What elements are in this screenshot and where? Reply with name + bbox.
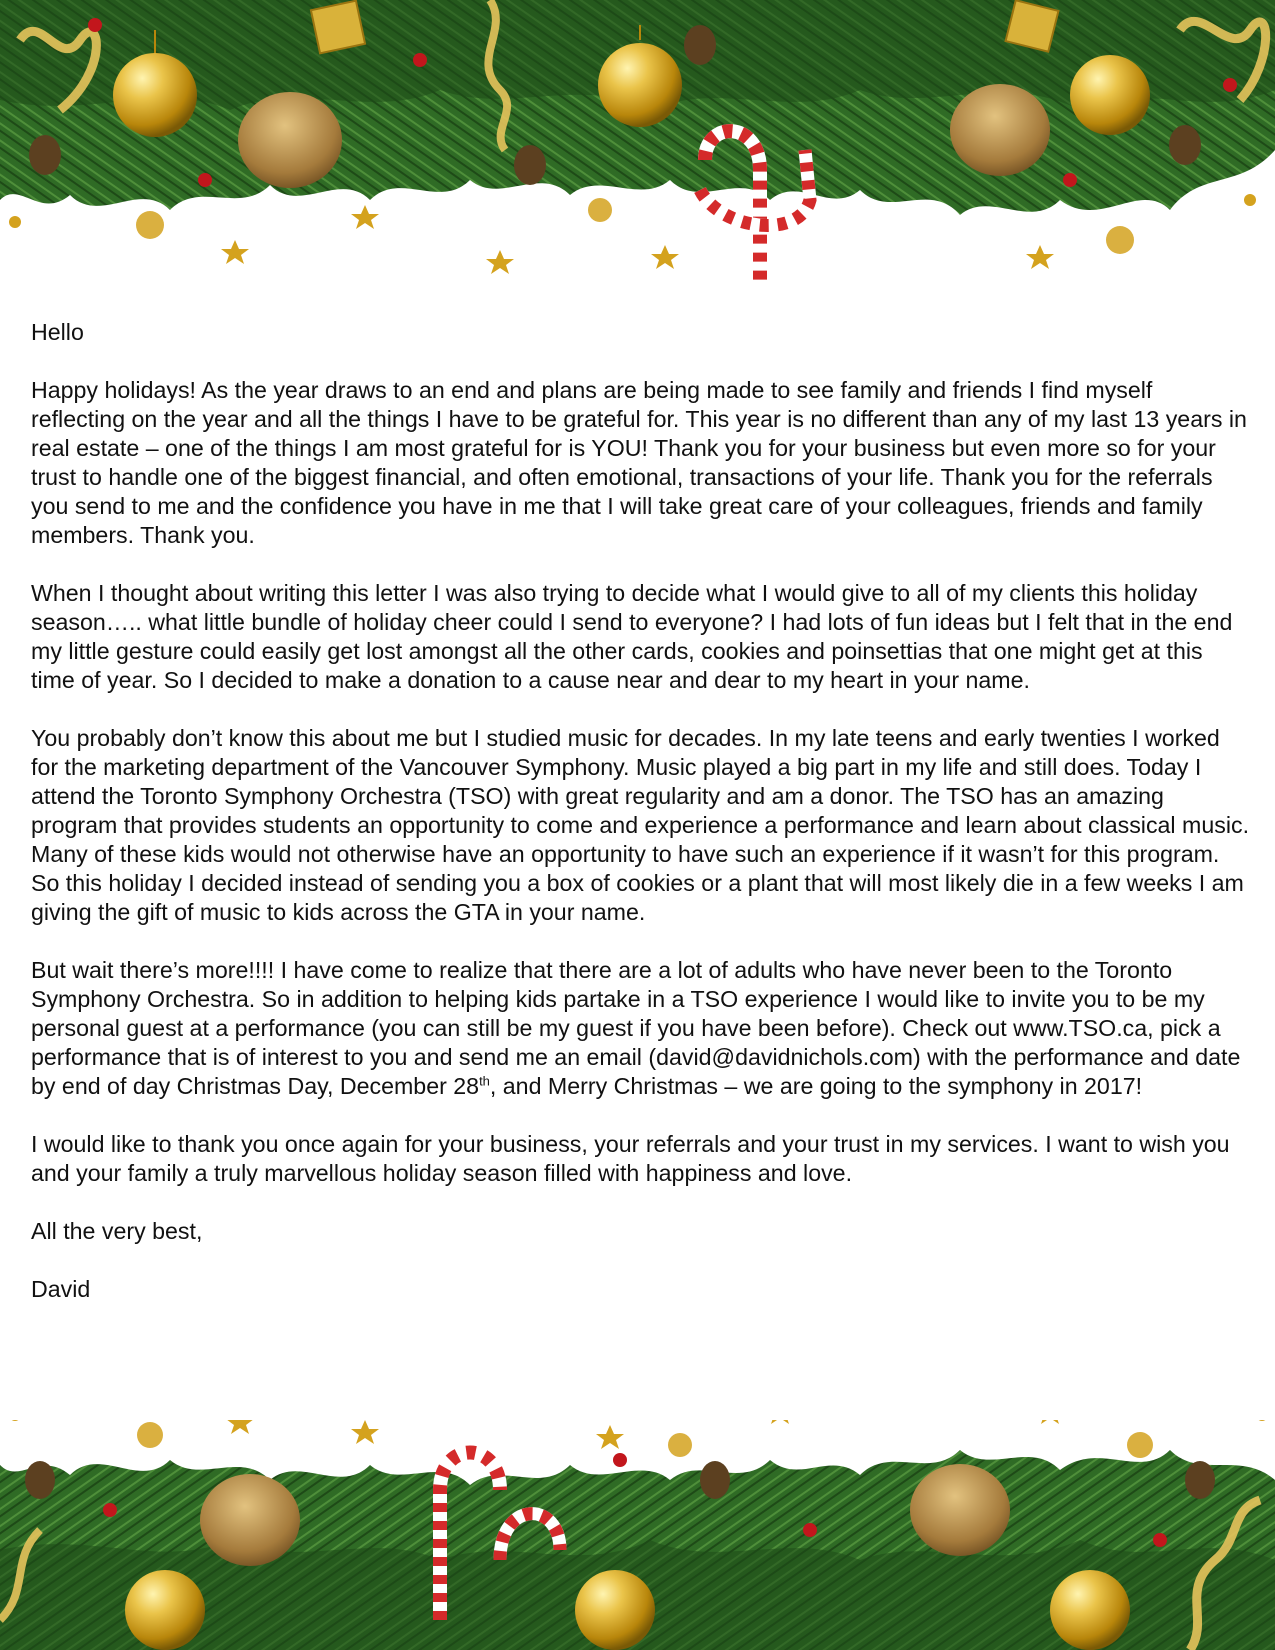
paragraph-4-text-d: , and Merry Christmas – we are going to the symphony in 2017! — [489, 1073, 1143, 1099]
christmas-garland-bottom-icon — [0, 1420, 1275, 1650]
letter-body — [31, 318, 1251, 1333]
letter-greeting: Hello — [31, 319, 84, 345]
date-ordinal-suffix: th — [479, 1073, 490, 1089]
letter-paragraph-1: Happy holidays! As the year draws to an end and plans are being made to see family and friends I find myself reflecting on the year and all the things I have to be grateful for. This year is no different than any of my last 13 years in real estate – one of the things I am most grateful for is YOU! Thank you for your business but even more so for your trust to handle one of the biggest financial, and often emotional, transactions of your life. Thank you for the referrals you send to me and the confidence you have in me that I will take great care of your colleagues, friends and family members. Thank you. — [31, 377, 1247, 548]
paragraph-4-text-c: ) with the performance and date by end of day Christmas Day, December 28 — [31, 1044, 1241, 1099]
letter-paragraph-5: I would like to thank you once again for your business, your referrals and your trust in my services. I want to wish you and your family a truly marvellous holiday season filled with happiness and love. — [31, 1131, 1230, 1186]
paragraph-4-text-b: , pick a performance that is of interest to you and send me an email ( — [31, 1015, 1221, 1070]
tso-website-link[interactable]: www.TSO.ca — [1013, 1015, 1148, 1041]
letter-paragraph-3: You probably don’t know this about me but I studied music for decades. In my late teens and early twenties I worked for the marketing department of the Vancouver Symphony. Music played a big part in my life and still does. Today I attend the Toronto Symphony Orchestra (TSO) with great regularity and am a donor. The TSO has an amazing program that provides students an opportunity to come and experience a performance and learn about classical music. Many of these kids would not otherwise have an opportunity to have such an experience if it wasn’t for this program. So this holiday I decided instead of sending you a box of cookies or a plant that will most likely die in a few weeks I am giving the gift of music to kids across the GTA in your name. — [31, 725, 1250, 925]
christmas-garland-top-icon — [0, 0, 1275, 285]
letter-signature: David — [31, 1276, 91, 1302]
letter-closing: All the very best, — [31, 1218, 203, 1244]
letter-paragraph-4 — [31, 956, 1251, 1101]
email-link[interactable]: david@davidnichols.com — [656, 1044, 913, 1070]
letter-paragraph-2: When I thought about writing this letter I was also trying to decide what I would give to all of my clients this holiday season….. what little bundle of holiday cheer could I send to everyone? I had lots of fun ideas but I felt that in the end my little gesture could easily get lost amongst all the other cards, cookies and poinsettias that one might get at this time of year. So I decided to make a donation to a cause near and dear to my heart in your name. — [31, 580, 1233, 693]
paragraph-4-text-a: But wait there’s more!!!! I have come to realize that there are a lot of adults who have never been to the Toronto Symphony Orchestra. So in addition to helping kids partake in a TSO experience I would like to invite you to be my personal guest at a performance (you can still be my guest if you have been before). Check out — [31, 957, 1205, 1041]
